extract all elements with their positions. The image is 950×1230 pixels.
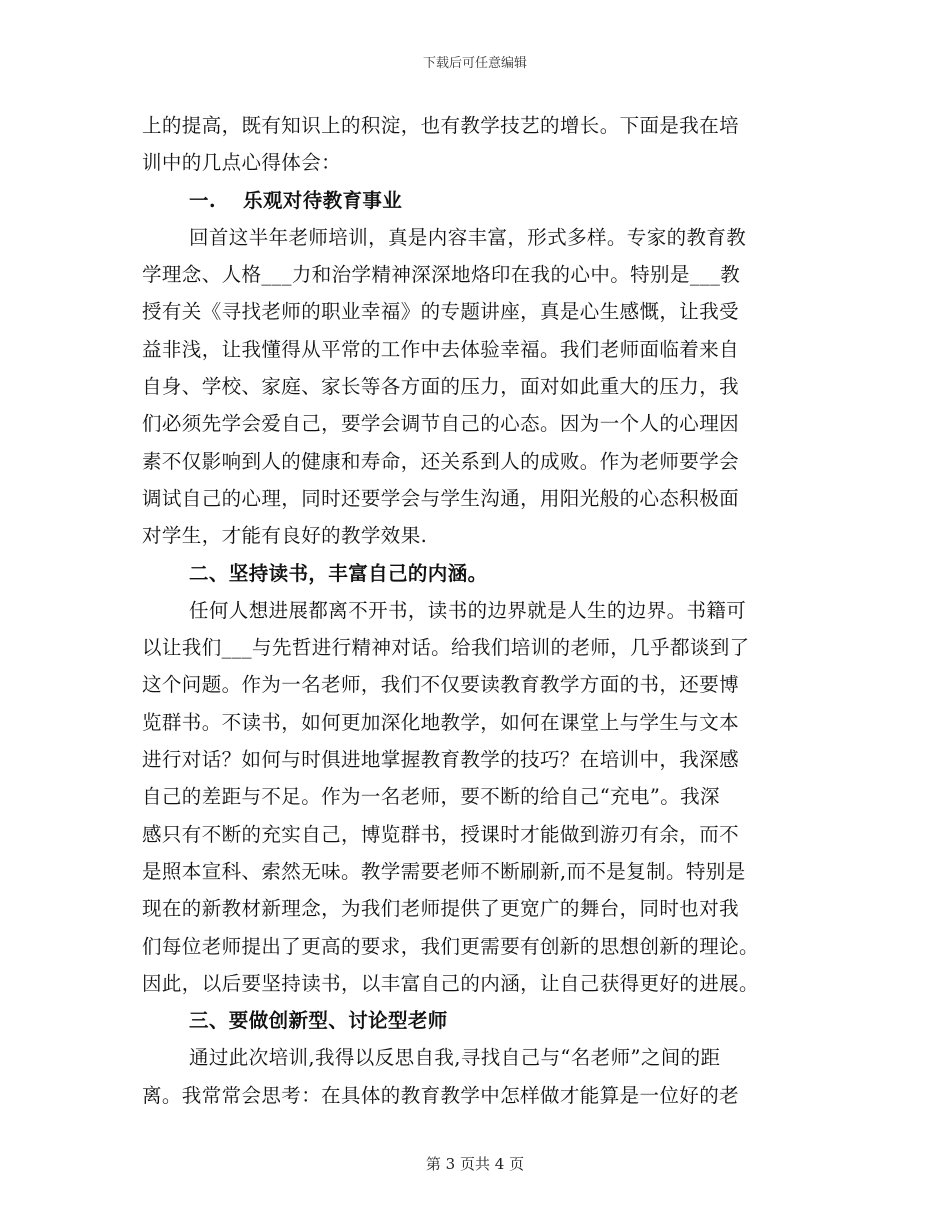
paragraph-line: 益非浅，让我懂得从平常的工作中去体验幸福。我们老师面临着来自	[142, 337, 740, 361]
section-number: 一.	[189, 188, 217, 212]
paragraph-line: 上的提高，既有知识上的积淀，也有教学技艺的增长。下面是我在培	[142, 114, 740, 137]
paragraph-line: 授有关《寻找老师的职业幸福》的专题讲座，真是心生感慨，让我受	[142, 300, 740, 324]
section-heading-3: 三、要做创新型、讨论型老师	[189, 1009, 448, 1033]
page-footer: 第 3 页共 4 页	[425, 1155, 525, 1173]
section-title: 乐观对待教育事业	[243, 188, 403, 212]
paragraph-line: 离。我常常会思考：在具体的教育教学中怎样做才能算是一位好的老	[142, 1083, 740, 1107]
paragraph-line: 自身、学校、家庭、家长等各方面的压力，面对如此重大的压力，我	[142, 375, 740, 399]
paragraph-line: 自己的差距与不足。作为一名老师，要不断的给自己“充电”。我深	[142, 785, 720, 809]
paragraph-line: 调试自己的心理，同时还要学会与学生沟通，用阳光般的心态积极面	[142, 486, 740, 510]
paragraph-line: 以让我们___与先哲进行精神对话。给我们培训的老师，几乎都谈到了	[142, 636, 750, 660]
paragraph-line: 训中的几点心得体会：	[142, 151, 342, 175]
paragraph-line: 学理念、人格___力和治学精神深深地烙印在我的心中。特别是___教	[142, 263, 741, 287]
paragraph-line: 进行对话？如何与时俱进地掌握教育教学的技巧？在培训中，我深感	[142, 748, 740, 772]
paragraph-line: 是照本宣科、索然无味。教学需要老师不断刷新,而不是复制。特别是	[142, 859, 746, 883]
paragraph-line: 感只有不断的充实自己，博览群书，授课时才能做到游刃有余，而不	[142, 822, 740, 846]
paragraph-line: 览群书。不读书，如何更加深化地教学，如何在课堂上与学生与文本	[142, 710, 740, 734]
section-heading-2: 二、坚持读书，丰富自己的内涵。	[189, 561, 488, 585]
paragraph-line: 素不仅影响到人的健康和寿命，还关系到人的成败。作为老师要学会	[142, 449, 740, 473]
paragraph-line: 任何人想进展都离不开书，读书的边界就是人生的边界。书籍可	[189, 598, 747, 622]
paragraph-line: 通过此次培训,我得以反思自我,寻找自己与“名老师”之间的距	[189, 1046, 721, 1070]
paragraph-line: 这个问题。作为一名老师，我们不仅要读教育教学方面的书，还要博	[142, 673, 740, 697]
paragraph-line: 们每位老师提出了更高的要求，我们更需要有创新的思想创新的理论。	[142, 934, 759, 958]
paragraph-line: 因此，以后要坚持读书，以丰富自己的内涵，让自己获得更好的进展。	[142, 971, 759, 995]
paragraph-line: 回首这半年老师培训，真是内容丰富，形式多样。专家的教育教	[189, 225, 747, 249]
section-heading-1	[142, 182, 810, 219]
page-header: 下载后可任意编辑	[422, 56, 527, 71]
document-body	[142, 107, 810, 1114]
paragraph-line: 们必须先学会爱自己，要学会调节自己的心态。因为一个人的心理因	[142, 412, 740, 436]
paragraph-line: 现在的新教材新理念，为我们老师提供了更宽广的舞台，同时也对我	[142, 897, 740, 921]
paragraph-line: 对学生，才能有良好的教学效果.	[142, 524, 428, 548]
